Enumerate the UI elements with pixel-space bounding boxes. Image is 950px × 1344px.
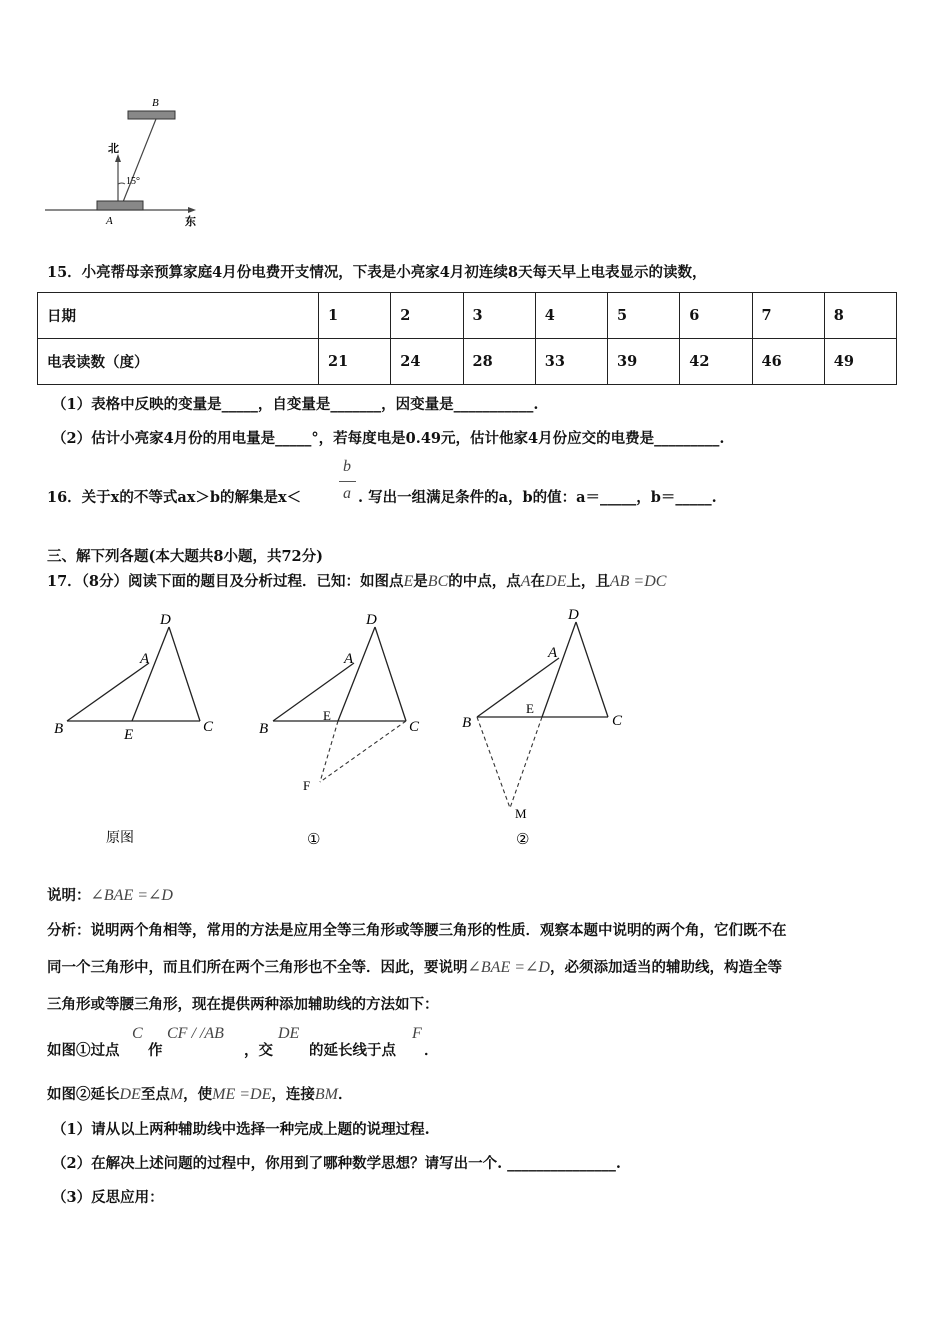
method-1-de: DE — [278, 1025, 300, 1042]
q17-var-a: A — [520, 573, 531, 590]
table-cell: 7 — [752, 293, 824, 339]
table-cell: 21 — [319, 339, 391, 385]
ab-line — [123, 119, 156, 202]
q16-frac-den: a — [343, 485, 351, 502]
fig2-label-e: E — [526, 701, 534, 716]
method-2-text: 如图②延长 — [47, 1086, 120, 1103]
table-row — [38, 293, 897, 339]
method-1-c: C — [132, 1025, 143, 1042]
method-1-b: 作 — [148, 1042, 163, 1059]
q17-var-bc: BC — [427, 573, 449, 590]
meter-table — [37, 292, 897, 385]
fig1-caption: ① — [307, 832, 321, 848]
analysis-line-1: 分析：说明两个角相等，常用的方法是应用全等三角形或等腰三角形的性质．观察本题中说明的两个角，它们既不在 — [47, 922, 787, 939]
analysis-line-2 — [47, 956, 782, 977]
q17-text: 17．（8分）阅读下面的题目及分析过程．已知：如图点 — [47, 573, 404, 590]
method-1-e: 的延长线于点 — [309, 1042, 396, 1059]
table-cell: 5 — [608, 293, 680, 339]
explain-label: 说明： — [47, 887, 91, 904]
q17-text: 上，且 — [566, 573, 610, 590]
fig1-label-e: E — [323, 708, 331, 723]
analysis-text: 同一个三角形中，而且们所在两个三角形也不全等．因此，要说明 — [47, 959, 468, 976]
figure-original — [67, 627, 200, 721]
explain-math: ∠BAE =∠D — [90, 887, 173, 904]
method-2 — [47, 1083, 353, 1104]
fig0-label-d: D — [160, 612, 171, 628]
fig0-caption: 原图 — [106, 831, 134, 846]
building-a — [97, 201, 143, 210]
q15-part2: （2）估计小亮家4月份的用电量是_____°，若每度电是0.49元，估计他家4月份应交的电费是_________. — [52, 430, 725, 447]
table-cell: 2 — [391, 293, 463, 339]
fig0-label-a: A — [140, 651, 150, 667]
method-1-cf: CF / /AB — [167, 1025, 224, 1042]
fig2-label-b: B — [462, 715, 472, 731]
fig2-label-d: D — [568, 607, 579, 623]
figure-1 — [273, 627, 406, 721]
analysis-text: ，必须添加适当的辅助线，构造全等 — [549, 959, 782, 976]
fig1-label-f: F — [303, 778, 311, 793]
analysis-line-3: 三角形或等腰三角形，现在提供两种添加辅助线的方法如下： — [47, 996, 439, 1013]
fig2-label-c: C — [612, 713, 623, 729]
fig2-label-m: M — [515, 806, 527, 821]
table-cell: 33 — [535, 339, 607, 385]
table-cell: 日期 — [38, 293, 319, 339]
fig0-label-e: E — [124, 727, 134, 743]
method-1-end: ． — [424, 1042, 439, 1059]
table-cell: 46 — [752, 339, 824, 385]
q16-suffix: . 写出一组满足条件的a，b的值：a＝_____，b＝_____. — [358, 489, 717, 506]
table-cell: 49 — [824, 339, 896, 385]
q17-text: 是 — [413, 573, 428, 590]
fig1-label-b: B — [259, 721, 269, 737]
table-row — [38, 339, 897, 385]
table-cell: 39 — [608, 339, 680, 385]
q16-frac-num: b — [343, 458, 351, 475]
table-cell: 24 — [391, 339, 463, 385]
building-b — [128, 111, 175, 119]
figure-2 — [477, 622, 608, 717]
analysis-math: ∠BAE =∠D — [467, 959, 550, 976]
fig0-label-c: C — [203, 719, 214, 735]
method-1-d: ，交 — [244, 1042, 273, 1059]
q17-var-ab-dc: AB =DC — [609, 573, 667, 590]
q15-part1: （1）表格中反映的变量是_____，自变量是_______，因变量是___________. — [52, 396, 539, 413]
fig1-label-d: D — [366, 612, 377, 628]
north-arrow-icon — [115, 154, 121, 162]
q17-statement — [47, 570, 666, 591]
fig1-label-c: C — [409, 719, 420, 735]
triangle-figures — [40, 600, 640, 855]
fig1-label-a: A — [344, 651, 354, 667]
q17-text: 在 — [530, 573, 546, 590]
table-cell: 3 — [463, 293, 535, 339]
compass-figure — [40, 92, 210, 232]
table-cell: 28 — [463, 339, 535, 385]
q17-sub1: （1）请从以上两种辅助线中选择一种完成上题的说理过程. — [52, 1121, 430, 1138]
method-2-text: 至点 — [140, 1086, 170, 1103]
q17-var-e: E — [403, 573, 414, 590]
label-north: 北 — [108, 143, 119, 155]
label-east: 东 — [185, 216, 196, 228]
q17-var-de: DE — [545, 573, 567, 590]
method-2-m: M — [169, 1086, 184, 1103]
q16-frac-bar — [339, 481, 356, 482]
figure-1-aux-lines — [320, 721, 406, 782]
method-2-eq: ME =DE — [212, 1086, 272, 1103]
q17-text: 的中点，点 — [448, 573, 521, 590]
q16-prefix: 16．关于x的不等式ax＞b的解集是x＜ — [47, 489, 302, 506]
table-cell: 4 — [535, 293, 607, 339]
fig0-label-b: B — [54, 721, 64, 737]
east-arrow-icon — [188, 207, 196, 213]
method-2-text: ． — [338, 1086, 353, 1103]
angle-arc — [118, 183, 125, 184]
q17-sub3: （3）反思应用： — [52, 1189, 164, 1206]
table-cell: 6 — [680, 293, 752, 339]
q17-sub2: （2）在解决上述问题的过程中，你用到了哪种数学思想？请写出一个. _______________. — [52, 1155, 621, 1172]
method-2-text: ，使 — [183, 1086, 213, 1103]
q17-explain — [47, 884, 173, 905]
table-cell: 1 — [319, 293, 391, 339]
label-a: A — [106, 215, 113, 227]
q15-intro: 15．小亮帮母亲预算家庭4月份电费开支情况，下表是小亮家4月初连续8天每天早上电表显示的读数， — [47, 264, 707, 281]
method-2-text: ，连接 — [271, 1086, 315, 1103]
table-cell: 8 — [824, 293, 896, 339]
method-1-a: 如图①过点 — [47, 1042, 120, 1059]
fig2-caption: ② — [516, 832, 530, 848]
fig2-label-a: A — [548, 645, 558, 661]
label-angle: 15° — [126, 176, 140, 187]
method-1-f: F — [412, 1025, 422, 1042]
section-heading: 三、解下列各题(本大题共8小题，共72分) — [47, 548, 323, 565]
table-cell: 电表读数（度） — [38, 339, 319, 385]
figure-2-aux-lines — [477, 717, 542, 808]
method-2-de: DE — [119, 1086, 141, 1103]
method-2-bm: BM — [314, 1086, 338, 1103]
label-b: B — [152, 97, 159, 109]
table-cell: 42 — [680, 339, 752, 385]
